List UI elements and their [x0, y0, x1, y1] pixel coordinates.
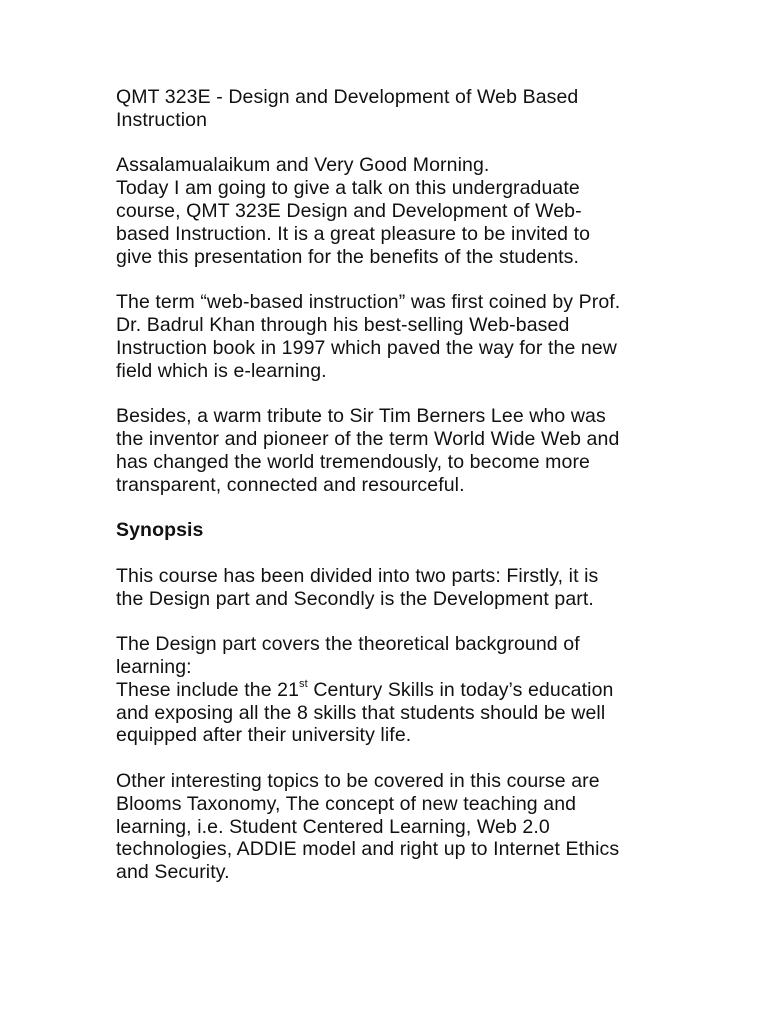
- document-body: [116, 86, 656, 907]
- topics-paragraph: Other interesting topics to be covered in this course are Blooms Taxonomy, The concept of new teaching and learning, i.e. Student Centered Learning, Web 2.0 technologies, ADDIE model and right up to Internet Ethics and Security.: [116, 769, 620, 884]
- skills-line: [116, 679, 656, 702]
- document-title: QMT 323E - Design and Development of Web Based Instruction: [116, 86, 579, 131]
- skills-text-start: These include the 21: [116, 678, 300, 701]
- ordinal-superscript: st: [299, 678, 308, 691]
- course-parts-paragraph: This course has been divided into two parts: Firstly, it is the Design part and Secondly is the Development part.: [116, 564, 599, 610]
- design-part-paragraph: The Design part covers the theoretical background of learning:: [116, 633, 580, 678]
- synopsis-heading: Synopsis: [116, 519, 204, 542]
- greeting-line: Assalamualaikum and Very Good Morning.: [116, 154, 490, 177]
- intro-paragraph: Today I am going to give a talk on this undergraduate course, QMT 323E Design and Development of Web- based Instruction. It is a great pleasure to be invited to give this presentation for the benefits of the students.: [116, 177, 591, 268]
- tribute-paragraph: Besides, a warm tribute to Sir Tim Berners Lee who was the inventor and pioneer of the term World Wide Web and has changed the world tremendously, to become more transparent, connected and resourceful.: [116, 405, 620, 496]
- skills-text-end: Century Skills in today’s education: [307, 678, 614, 701]
- term-paragraph: The term “web-based instruction” was first coined by Prof. Dr. Badrul Khan through his best-selling Web-based Instruction book in 1997 which paved the way for the new field which is e-learning.: [116, 291, 621, 382]
- skills-paragraph: and exposing all the 8 skills that students should be well equipped after their university life.: [116, 701, 606, 747]
